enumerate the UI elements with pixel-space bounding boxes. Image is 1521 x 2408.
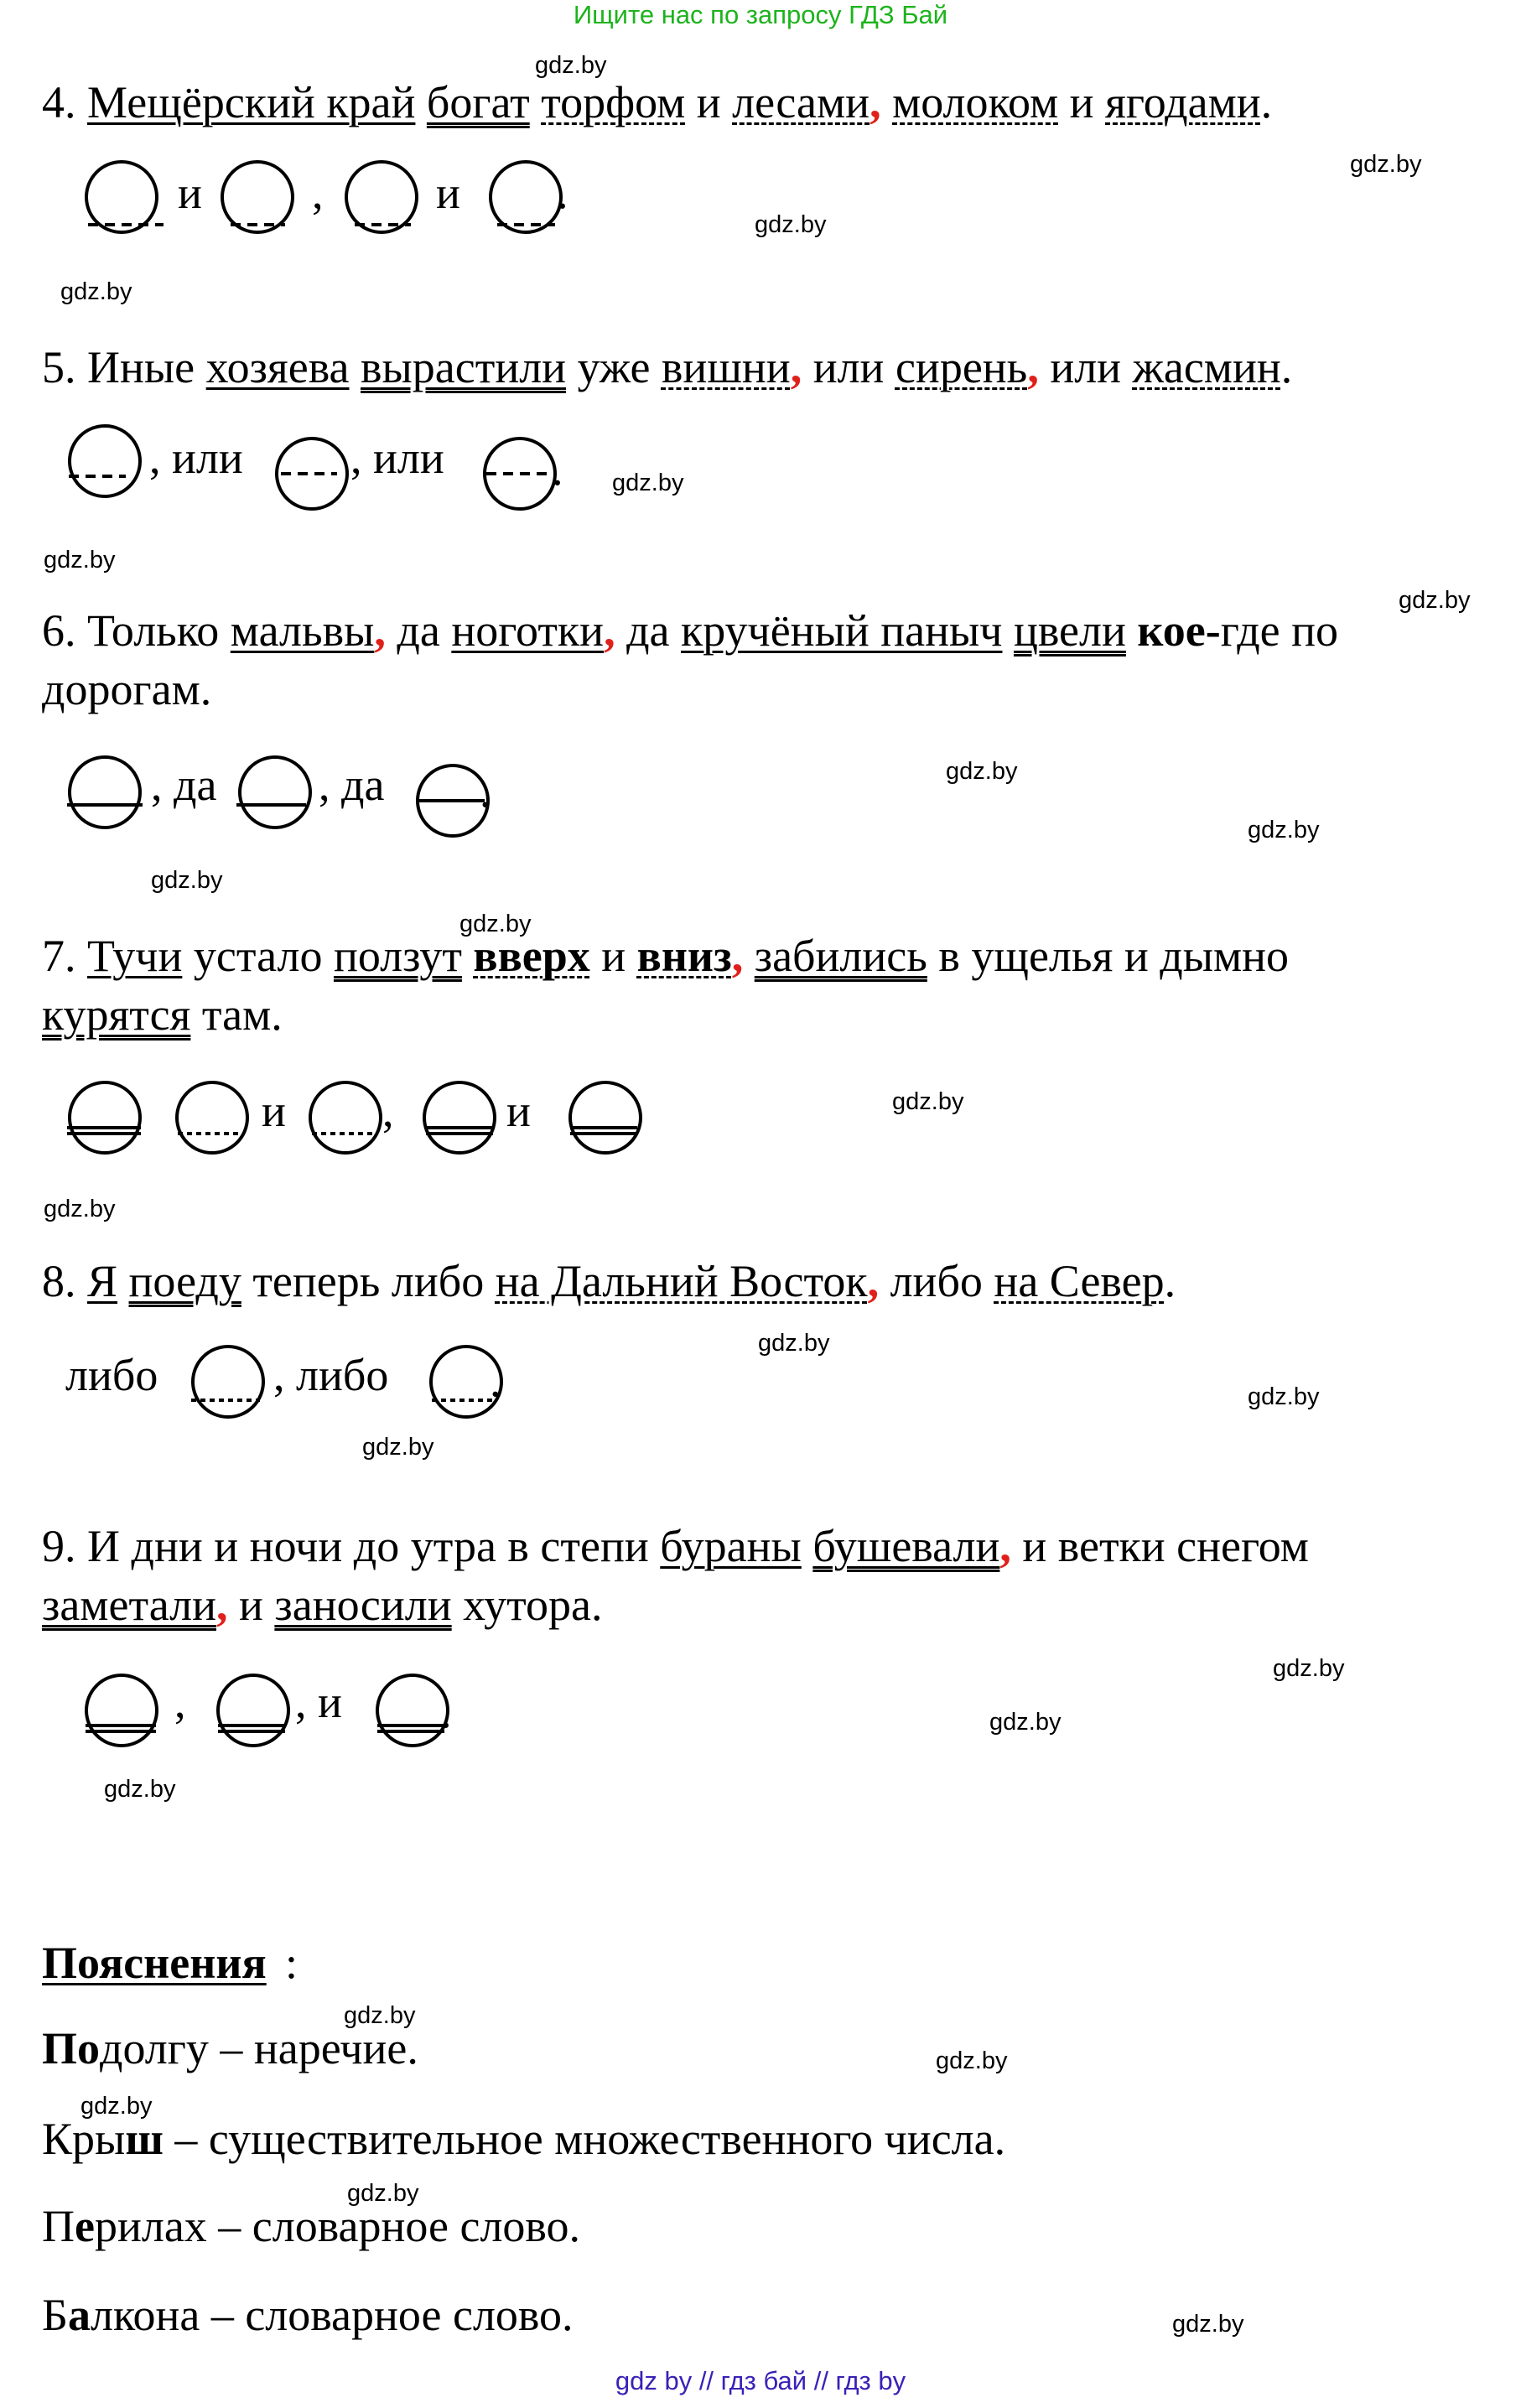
object-word: жасмин: [1132, 342, 1281, 392]
word: уже: [577, 342, 651, 392]
watermark: gdz.by: [1248, 817, 1320, 843]
scheme-connector: .: [557, 168, 568, 218]
conjunction: да: [626, 605, 670, 656]
word: и ветки снегом: [1022, 1521, 1309, 1571]
word: в ущелья и дымно: [938, 931, 1290, 981]
comma-mark: ,: [374, 605, 386, 656]
word: там.: [201, 989, 283, 1040]
subject: Мещёрский край: [87, 77, 416, 127]
subject: Тучи: [87, 931, 183, 981]
watermark: gdz.by: [936, 2047, 1008, 2074]
watermark: gdz.by: [1172, 2311, 1244, 2338]
adverbial: вниз: [636, 931, 732, 981]
watermark: gdz.by: [347, 2180, 419, 2207]
watermark: gdz.by: [612, 470, 684, 496]
watermark: gdz.by: [892, 1088, 964, 1115]
word: Иные: [87, 342, 195, 392]
watermark: gdz.by: [946, 758, 1018, 785]
scheme-connector: .: [490, 1356, 501, 1406]
watermark: gdz.by: [151, 867, 223, 894]
notes-title-colon: :: [285, 1938, 298, 1988]
scheme-connector: , или: [350, 433, 444, 483]
sentence-number: 5.: [42, 342, 76, 392]
sentence-number: 9.: [42, 1521, 76, 1571]
period: .: [1280, 342, 1293, 392]
predicate: поеду: [128, 1256, 241, 1306]
comma-mark: ,: [790, 342, 802, 392]
sentence-number: 8.: [42, 1256, 76, 1306]
watermark: gdz.by: [535, 52, 607, 79]
object-word: сирень: [895, 342, 1028, 392]
watermark: gdz.by: [1350, 151, 1422, 178]
scheme-7: [67, 1082, 641, 1153]
object-word: ягодами: [1105, 77, 1261, 127]
comma-mark: ,: [867, 1256, 880, 1306]
scheme-connector: .: [480, 766, 491, 817]
scheme-connector: и: [178, 168, 202, 218]
subject: бураны: [660, 1521, 802, 1571]
predicate: курятся: [42, 989, 191, 1040]
watermark: gdz.by: [44, 1196, 116, 1222]
adverbial: на Север: [994, 1256, 1165, 1306]
note-2: Крыш – существительное множественного числа.: [42, 2114, 1006, 2164]
watermark: gdz.by: [80, 2093, 153, 2120]
object-word: вишни: [661, 342, 791, 392]
scheme-6: [67, 757, 488, 836]
subject: мальвы: [230, 605, 375, 656]
word: И дни и ночи до утра в степи: [87, 1521, 649, 1571]
comma-mark: ,: [731, 931, 744, 981]
watermark: gdz.by: [1273, 1655, 1345, 1682]
comma-mark: ,: [870, 77, 881, 127]
scheme-9: [86, 1675, 448, 1746]
watermark: gdz.by: [459, 911, 532, 937]
subject: хозяева: [205, 342, 350, 392]
sentence-number: 7.: [42, 931, 76, 981]
conjunction: или: [1050, 342, 1122, 392]
adverbial: на Дальний Восток: [495, 1256, 868, 1306]
watermark: gdz.by: [344, 2002, 416, 2029]
scheme-connector: , и: [295, 1677, 342, 1727]
scheme-connector: ,: [174, 1677, 186, 1727]
watermark: gdz.by: [989, 1709, 1062, 1736]
scheme-connector: ,: [312, 168, 324, 218]
scheme-connector: ,: [382, 1086, 394, 1136]
scheme-connector: и: [262, 1086, 286, 1136]
object-word: молоком: [892, 77, 1059, 127]
conjunction: и: [1069, 77, 1094, 127]
conjunction: да: [397, 605, 440, 656]
conjunction: и: [696, 77, 721, 127]
conjunction: или: [812, 342, 885, 392]
watermark: gdz.by: [60, 278, 132, 305]
sentence-number: 6.: [42, 605, 76, 656]
scheme-connector: .: [440, 1687, 452, 1737]
period: .: [1164, 1256, 1176, 1306]
scheme-connector: .: [552, 444, 563, 495]
word: Только: [87, 605, 220, 656]
scheme-connector: , либо: [273, 1350, 389, 1400]
watermark: gdz.by: [1399, 587, 1471, 614]
scheme-4: [86, 162, 561, 232]
scheme-connector: , да: [151, 760, 217, 810]
notes-title: Пояснения: [42, 1938, 267, 1988]
predicate: цвели: [1013, 605, 1126, 656]
predicate: бушевали: [812, 1521, 1000, 1571]
comma-mark: ,: [604, 605, 615, 656]
watermark: gdz.by: [755, 211, 827, 238]
word: кое-: [1137, 605, 1221, 656]
predicate: ползут: [333, 931, 462, 981]
watermark: gdz.by: [1248, 1383, 1320, 1410]
footer-links: gdz by // гдз бай // гдз by: [615, 2366, 906, 2395]
scheme-connector: либо: [65, 1350, 158, 1400]
predicate: забились: [754, 931, 927, 981]
scheme-connector: , или: [149, 433, 243, 483]
watermark: gdz.by: [362, 1434, 434, 1461]
top-banner: Ищите нас по запросу ГДЗ Бай: [573, 0, 948, 29]
subject: Я: [87, 1256, 118, 1306]
word: теперь либо: [252, 1256, 485, 1306]
comma-mark: ,: [215, 1580, 228, 1630]
watermark: gdz.by: [104, 1776, 176, 1803]
predicate: вырастили: [361, 342, 567, 392]
sentence-number: 4.: [42, 77, 76, 127]
word: дорогам.: [42, 664, 212, 714]
scheme-connector: и: [436, 168, 460, 218]
watermark: gdz.by: [44, 547, 116, 573]
word: где по: [1220, 605, 1339, 656]
conjunction: и: [601, 931, 626, 981]
word: устало: [193, 931, 323, 981]
predicate: заносили: [274, 1580, 452, 1630]
comma-mark: ,: [999, 1521, 1011, 1571]
conjunction: либо: [890, 1256, 983, 1306]
note-4: Балкона – словарное слово.: [42, 2290, 574, 2340]
scheme-5: [69, 426, 555, 509]
note-3: Перилах – словарное слово.: [42, 2201, 581, 2251]
predicate: заметали: [42, 1580, 216, 1630]
watermark: gdz.by: [758, 1330, 830, 1357]
comma-mark: ,: [1027, 342, 1039, 392]
conjunction: и: [238, 1580, 263, 1630]
scheme-connector: , да: [319, 760, 385, 810]
subject: кручёный паныч: [681, 605, 1003, 656]
note-1: Подолгу – наречие.: [42, 2023, 418, 2073]
object-word: торфом: [541, 77, 686, 127]
period: .: [1260, 77, 1273, 127]
word: хутора.: [463, 1580, 603, 1630]
adverbial: вверх: [473, 931, 590, 981]
predicate: богат: [426, 77, 530, 127]
scheme-connector: и: [506, 1086, 531, 1136]
subject: ноготки: [451, 605, 605, 656]
object-word: лесами: [732, 77, 870, 127]
